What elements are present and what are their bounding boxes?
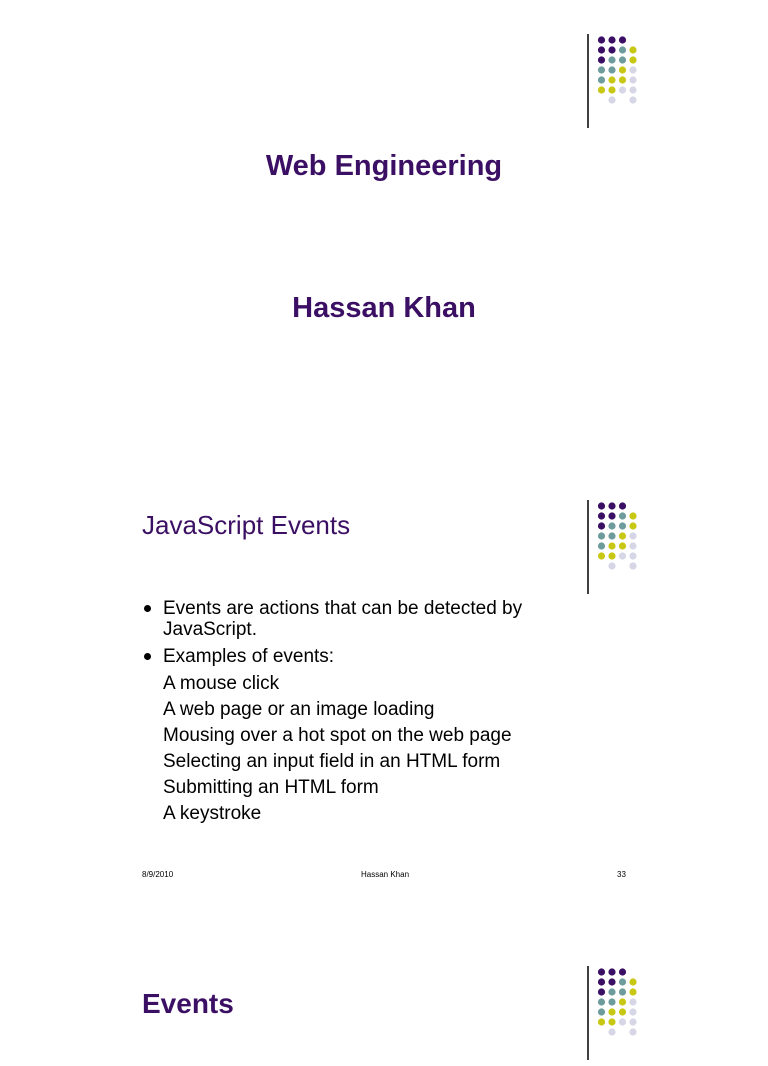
decor-dot <box>629 1008 636 1015</box>
decor-dot <box>619 66 626 73</box>
decor-dot <box>598 998 605 1005</box>
decor-dot <box>619 998 626 1005</box>
decor-dot <box>608 542 615 549</box>
sub-item: Mousing over a hot spot on the web page <box>163 725 512 746</box>
footer-date: 8/9/2010 <box>142 870 174 879</box>
decor-dot <box>629 988 636 995</box>
dot-grid-decoration <box>587 500 657 600</box>
slide-javascript-events <box>0 470 768 910</box>
decor-dot <box>619 542 626 549</box>
slide-heading: JavaScript Events <box>142 510 351 540</box>
decor-dot <box>629 562 636 569</box>
decor-dot <box>629 552 636 559</box>
decor-dot <box>608 56 615 63</box>
decor-dot <box>598 36 605 43</box>
decor-dot <box>598 76 605 83</box>
decor-dot <box>598 978 605 985</box>
decor-dot <box>608 36 615 43</box>
bullet-item: Events are actions that can be detected by JavaScript. <box>142 598 562 640</box>
decor-dot <box>619 978 626 985</box>
decor-dot <box>608 998 615 1005</box>
dot-grid-svg <box>587 966 657 1066</box>
footer-author: Hassan Khan <box>361 870 410 879</box>
decor-dot <box>598 46 605 53</box>
decor-dot <box>598 532 605 539</box>
decor-dot <box>598 502 605 509</box>
decor-dot <box>619 1018 626 1025</box>
decor-dot <box>619 552 626 559</box>
footer-page-number: 33 <box>617 870 626 879</box>
decor-dot <box>598 56 605 63</box>
decor-dot <box>598 1018 605 1025</box>
decor-dot <box>629 542 636 549</box>
decor-dot <box>629 96 636 103</box>
decor-dot <box>598 988 605 995</box>
decor-dot <box>619 46 626 53</box>
course-title: Web Engineering <box>265 150 503 182</box>
decor-dot <box>619 502 626 509</box>
decor-dot <box>598 552 605 559</box>
decor-dot <box>598 542 605 549</box>
decor-dot <box>629 66 636 73</box>
dot-grid-decoration <box>587 966 657 1066</box>
decor-dot <box>619 522 626 529</box>
decor-dot <box>598 512 605 519</box>
decor-dot <box>619 56 626 63</box>
decor-dot <box>608 562 615 569</box>
decor-dot <box>629 1018 636 1025</box>
bullet-list <box>142 598 562 829</box>
decor-dot <box>629 86 636 93</box>
dot-grid-svg <box>587 34 657 134</box>
dot-grid-decoration <box>587 34 657 134</box>
decor-dot <box>619 36 626 43</box>
decor-dot <box>608 76 615 83</box>
decor-dot <box>629 978 636 985</box>
decor-dot <box>608 552 615 559</box>
decor-dot <box>608 1028 615 1035</box>
decor-dot <box>629 1028 636 1035</box>
decor-dot <box>608 1008 615 1015</box>
decor-dot <box>608 978 615 985</box>
author-name: Hassan Khan <box>292 292 476 324</box>
decor-dot <box>629 998 636 1005</box>
decor-dot <box>608 46 615 53</box>
decor-dot <box>619 512 626 519</box>
decor-dot <box>619 968 626 975</box>
decor-dot <box>608 988 615 995</box>
sub-item: A mouse click <box>163 673 280 694</box>
decor-dot <box>608 86 615 93</box>
decor-dot <box>608 66 615 73</box>
slide-heading: Events <box>142 988 234 1019</box>
decor-dot <box>598 66 605 73</box>
sub-item: A web page or an image loading <box>163 699 435 720</box>
decor-dot <box>629 522 636 529</box>
slide-events <box>0 940 768 1024</box>
decor-dot <box>598 968 605 975</box>
decor-dot <box>608 512 615 519</box>
decor-dot <box>619 988 626 995</box>
decor-dot <box>608 96 615 103</box>
decor-dot <box>629 56 636 63</box>
decor-dot <box>629 532 636 539</box>
decor-dot <box>619 532 626 539</box>
decor-dot <box>629 46 636 53</box>
decor-dot <box>598 86 605 93</box>
bullet-item: Examples of events: <box>142 646 562 667</box>
decor-dot <box>619 1008 626 1015</box>
decor-dot <box>608 502 615 509</box>
dot-grid-svg <box>587 500 657 600</box>
slide-title-page <box>0 0 768 470</box>
decor-dot <box>608 532 615 539</box>
decor-dot <box>629 76 636 83</box>
sub-item: Selecting an input field in an HTML form <box>163 751 501 772</box>
decor-dot <box>608 1018 615 1025</box>
decor-dot <box>629 512 636 519</box>
decor-dot <box>608 522 615 529</box>
decor-dot <box>608 968 615 975</box>
decor-dot <box>619 86 626 93</box>
sub-item: A keystroke <box>163 803 262 824</box>
decor-dot <box>619 76 626 83</box>
sub-item: Submitting an HTML form <box>163 777 379 798</box>
decor-dot <box>598 1008 605 1015</box>
decor-dot <box>598 522 605 529</box>
